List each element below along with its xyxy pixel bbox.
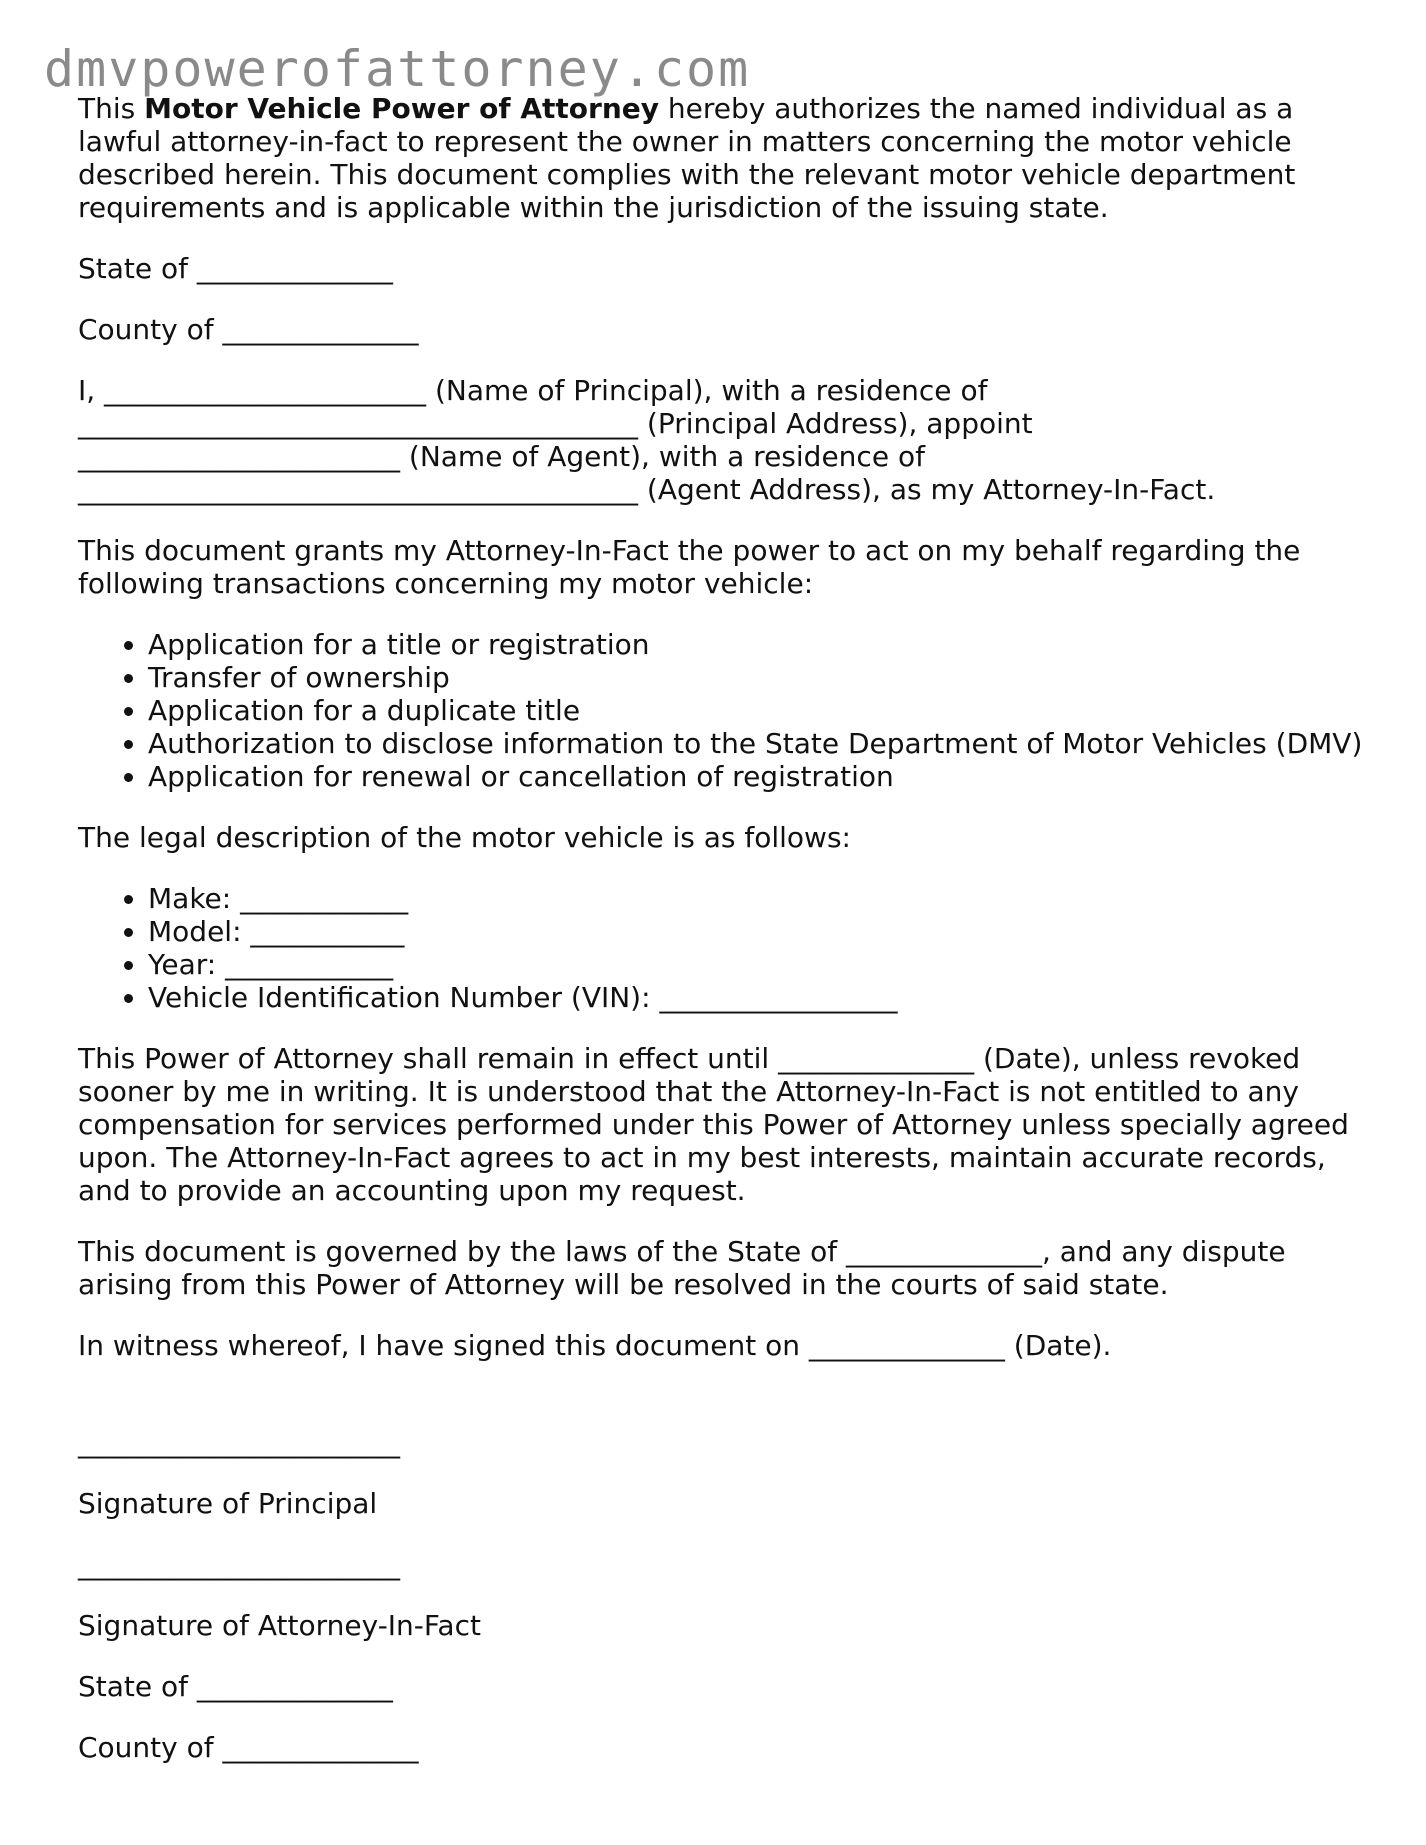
appointment-line-agent-name: _______________________ (Name of Agent), with a residence of: [78, 440, 925, 473]
appointment-line-principal-name: I, _______________________ (Name of Principal), with a residence of: [78, 374, 988, 407]
county-field-top: County of ______________: [78, 313, 419, 346]
appointment-paragraph: [78, 374, 1368, 506]
document-title-bold: Motor Vehicle Power of Attorney: [144, 92, 659, 125]
principal-signature-line: _______________________: [78, 1426, 400, 1459]
governing-law-paragraph: This document is governed by the laws of the State of ______________, and any dispute arising from this Power of Attorney will be resolved in the courts of said state.: [78, 1235, 1286, 1301]
vehicle-vin-field: • Vehicle Identification Number (VIN): _________________: [148, 981, 1368, 1014]
list-item: • Application for a title or registration: [148, 628, 1368, 661]
intro-paragraph: [78, 92, 1368, 224]
vehicle-model-field: • Model: ___________: [148, 915, 1368, 948]
site-watermark: dmvpowerofattorney.com: [44, 40, 751, 98]
witness-paragraph: In witness whereof, I have signed this document on ______________ (Date).: [78, 1329, 1112, 1362]
vehicle-make-field: • Make: ____________: [148, 882, 1368, 915]
agent-signature-block: [78, 1548, 1368, 1642]
document-body: [78, 92, 1368, 1792]
state-field-top: State of ______________: [78, 252, 393, 285]
powers-list: [78, 628, 1368, 793]
duration-paragraph: This Power of Attorney shall remain in effect until ______________ (Date), unless revoked sooner by me in writing. It is understood that the Attorney-In-Fact is not entitled to any compensation for services performed under this Power of Attorney unless specially agreed upon. The Attorney-In-Fact agrees to act in my best interests, maintain accurate records, and to provide an accounting upon my request.: [78, 1042, 1349, 1207]
appointment-line-principal-address: ________________________________________ (Principal Address), appoint: [78, 407, 1033, 440]
list-item: • Application for a duplicate title: [148, 694, 1368, 727]
intro-prefix: This: [78, 92, 145, 125]
county-field-bottom: County of ______________: [78, 1731, 419, 1764]
vehicle-year-field: • Year: ____________: [148, 948, 1368, 981]
list-item: • Application for renewal or cancellation of registration: [148, 760, 1368, 793]
vehicle-intro: The legal description of the motor vehicle is as follows:: [78, 821, 851, 854]
principal-signature-block: [78, 1426, 1368, 1520]
state-field-bottom: State of ______________: [78, 1670, 393, 1703]
agent-signature-label: Signature of Attorney-In-Fact: [78, 1609, 481, 1642]
list-item: • Transfer of ownership: [148, 661, 1368, 694]
appointment-line-agent-address: ________________________________________ (Agent Address), as my Attorney-In-Fact.: [78, 473, 1216, 506]
principal-signature-label: Signature of Principal: [78, 1487, 378, 1520]
intro-rest: hereby authorizes the named individual as a lawful attorney-in-fact to represent the owner in matters concerning the motor vehicle described herein. This document complies with the relevant motor vehicle department requirements and is applicable within the jurisdiction of the issuing state.: [78, 92, 1296, 224]
vehicle-description-list: [78, 882, 1368, 1014]
powers-intro: This document grants my Attorney-In-Fact the power to act on my behalf regarding the following transactions concerning my motor vehicle:: [78, 534, 1301, 600]
list-item: • Authorization to disclose information to the State Department of Motor Vehicles (DMV): [148, 727, 1368, 760]
agent-signature-line: _______________________: [78, 1548, 400, 1581]
